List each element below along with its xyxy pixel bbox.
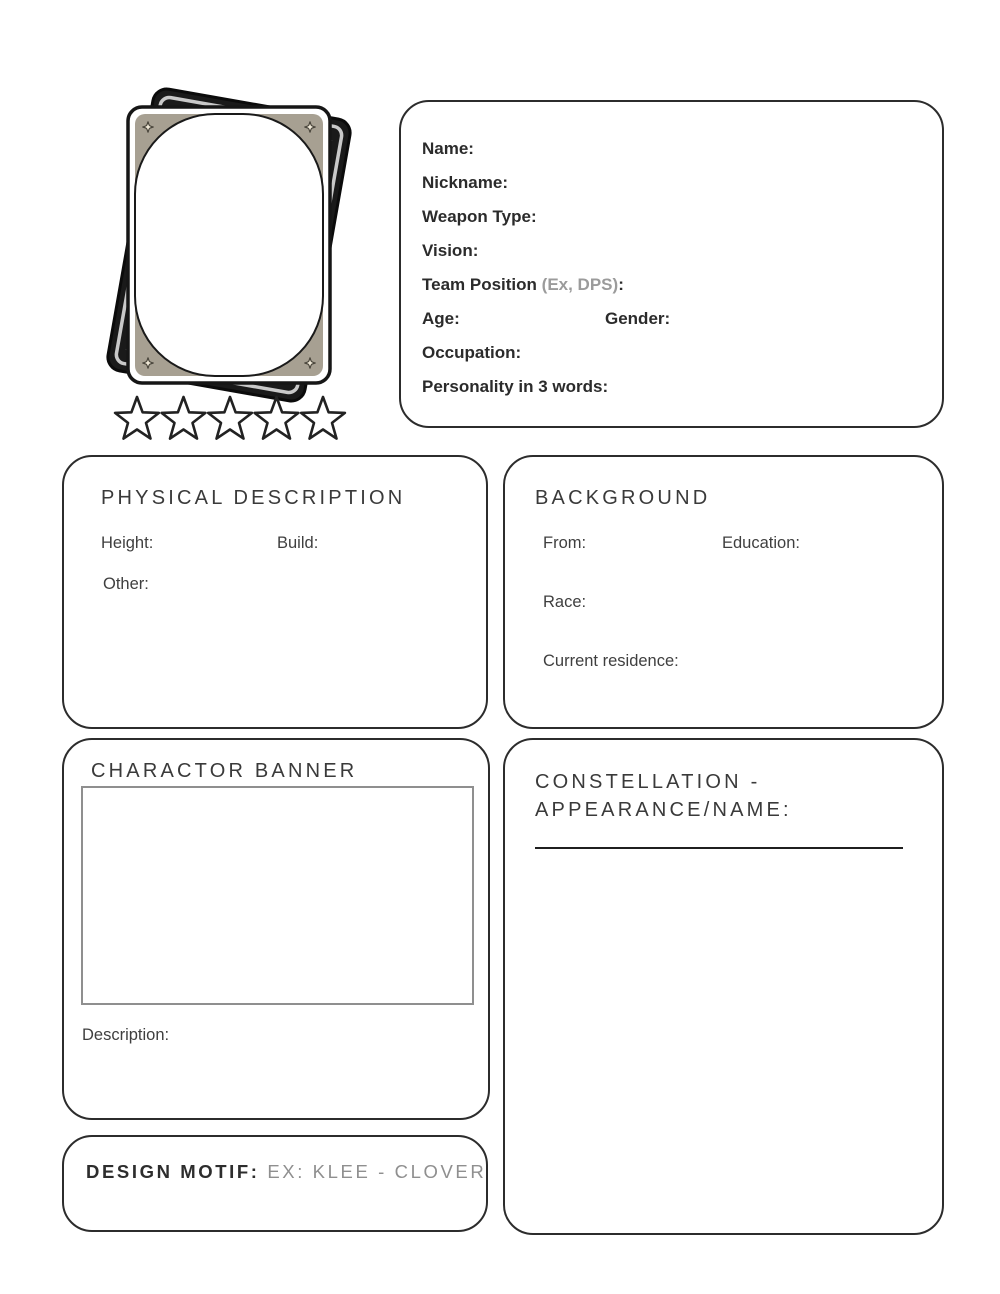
education-field-label: Education: xyxy=(722,534,800,552)
constellation-box xyxy=(503,738,944,1235)
rarity-star-icon xyxy=(115,397,159,439)
other-field-label: Other: xyxy=(103,575,149,593)
tcg-card-stack-icon xyxy=(88,80,358,405)
constellation-write-line xyxy=(535,847,903,849)
age-field-label: Age: xyxy=(422,309,460,328)
description-field-label: Description: xyxy=(82,1026,170,1044)
constellation-title-line1: CONSTELLATION - xyxy=(535,771,761,793)
design-motif-row xyxy=(86,1161,487,1183)
background-box xyxy=(503,455,944,729)
design-motif-label: DESIGN MOTIF: xyxy=(86,1161,260,1182)
team-position-field-label xyxy=(422,268,922,302)
design-motif-box xyxy=(62,1135,488,1232)
design-motif-example: EX: KLEE - CLOVER xyxy=(267,1161,487,1182)
current-residence-field-label: Current residence: xyxy=(543,652,679,670)
constellation-title-line2: APPEARANCE/NAME: xyxy=(535,799,792,821)
vision-field-label: Vision: xyxy=(422,241,479,260)
team-position-colon: : xyxy=(618,275,624,294)
character-banner-box xyxy=(62,738,490,1120)
height-build-row xyxy=(101,534,466,553)
team-position-hint: (Ex, DPS) xyxy=(541,275,619,294)
race-field-label: Race: xyxy=(543,593,587,611)
weapon-type-field-label: Weapon Type: xyxy=(422,207,537,226)
team-position-text: Team Position xyxy=(422,275,542,294)
banner-image-placeholder xyxy=(81,786,474,1005)
nickname-field-label: Nickname: xyxy=(422,173,508,192)
rarity-star-icon xyxy=(301,397,345,439)
personality-field-label: Personality in 3 words: xyxy=(422,377,609,396)
card-front-icon xyxy=(128,107,330,383)
name-field-label: Name: xyxy=(422,139,474,158)
rarity-star-icon xyxy=(255,397,299,439)
gender-field-label: Gender: xyxy=(605,309,671,328)
from-education-row xyxy=(535,534,922,553)
character-banner-title: CHARACTOR BANNER xyxy=(91,760,358,782)
rarity-star-icon xyxy=(162,397,206,439)
rarity-stars xyxy=(103,390,358,448)
physical-description-box xyxy=(62,455,488,729)
physical-description-title: PHYSICAL DESCRIPTION xyxy=(101,487,406,509)
from-field-label: From: xyxy=(543,534,587,552)
occupation-field-label: Occupation: xyxy=(422,343,522,362)
basic-info-box xyxy=(399,100,944,428)
height-field-label: Height: xyxy=(101,534,154,552)
background-title: BACKGROUND xyxy=(535,487,711,509)
rarity-star-icon xyxy=(208,397,252,439)
age-gender-field-row xyxy=(422,302,922,336)
build-field-label: Build: xyxy=(277,534,319,552)
